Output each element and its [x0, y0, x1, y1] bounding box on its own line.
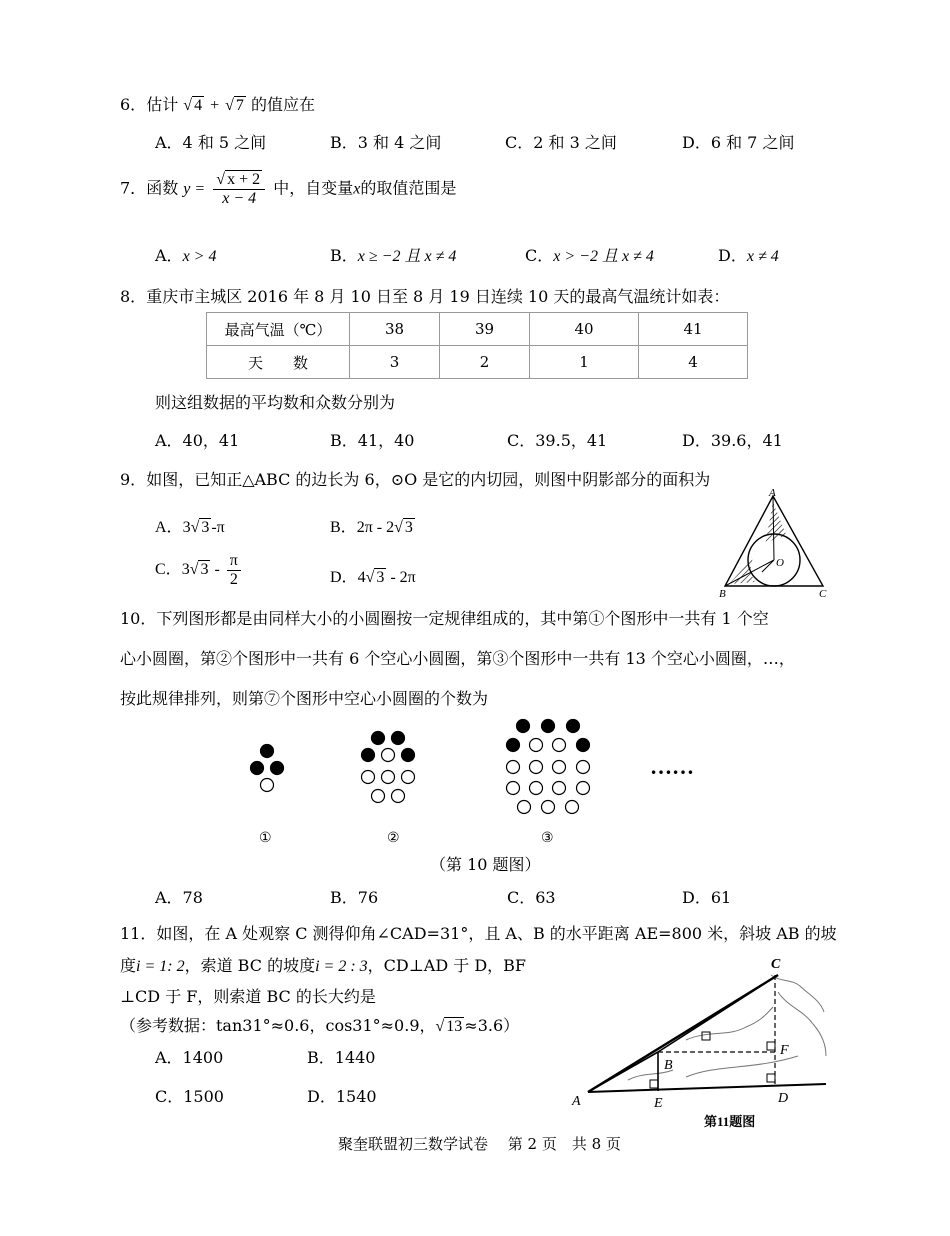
label-d: D: [778, 1091, 789, 1106]
q8-follow: 则这组数据的平均数和众数分别为: [155, 393, 396, 412]
q10-line3: 按此规律排列，则第⑦个图形中空心小圆圈的个数为: [120, 689, 489, 708]
q7-stem-post: 的取值范围是: [360, 178, 457, 198]
q11-option-d: D．1540: [307, 1087, 377, 1106]
q11-option-a: A．1400: [155, 1048, 224, 1067]
q6-stem-pre: 估计: [146, 95, 179, 114]
q9-number: 9．: [120, 470, 147, 489]
page-footer: 聚奎联盟初三数学试卷 第 2 页 共 8 页: [338, 1135, 621, 1153]
table-cell: 39: [440, 313, 530, 346]
figure-label-2: ②: [387, 831, 400, 846]
q6-stem: 6．估计 √ 4 + √ 7 的值应在: [120, 95, 315, 114]
q6-rad2: 7: [235, 97, 244, 114]
q10-line1: 10．下列图形都是由同样大小的小圆圈按一定规律组成的，其中第①个图形中一共有 1 个空: [120, 609, 769, 628]
label-c: C: [819, 588, 827, 600]
q7-option-b: B．x ≥ −2 且 x ≠ 4: [330, 246, 457, 265]
table-row: [207, 313, 748, 346]
q11-number: 11．: [120, 924, 157, 943]
q10-number: 10．: [120, 609, 157, 628]
q8-option-c: C．39.5，41: [507, 431, 608, 450]
q6-plus: +: [209, 97, 220, 114]
q6-number: 6．: [120, 95, 147, 114]
table-header-temp: 最高气温（℃）: [207, 313, 350, 346]
q6-rad1: 4: [194, 97, 203, 114]
q6-option-d: D．6 和 7 之间: [682, 133, 795, 152]
q8-number: 8．: [120, 287, 147, 306]
table-row: [207, 346, 748, 379]
q10-circle-pattern-figure: [230, 712, 730, 852]
table-cell: 40: [530, 313, 639, 346]
q8-option-b: B．41，40: [330, 431, 415, 450]
q10-option-d: D．61: [682, 888, 732, 907]
q9-triangle-figure: [715, 484, 835, 600]
q7-stem-pre: 函数: [146, 178, 179, 198]
table-cell: 4: [639, 346, 748, 379]
figure-3: [507, 720, 590, 814]
q8-stem: [120, 284, 729, 307]
q7-stem-mid: 中，自变量: [273, 178, 354, 198]
q7-option-d: D．x ≠ 4: [718, 246, 779, 265]
q8-option-a: A．40，41: [155, 431, 240, 450]
q9-stem-text: 如图，已知正△ABC 的边长为 6，⊙O 是它的内切园，则图中阴影部分的面积为: [146, 470, 711, 489]
table-cell: 2: [440, 346, 530, 379]
q7-numerator: x + 2: [227, 171, 261, 188]
label-b: B: [664, 1058, 673, 1073]
q7-fraction: $\frac{√ x + 2}{x - 4}$: [213, 170, 265, 208]
label-a: A: [769, 487, 776, 499]
q7-denominator: x − 4: [222, 190, 257, 207]
q9-stem: [120, 467, 710, 490]
label-c: C: [771, 957, 781, 972]
q6-option-a: A．4 和 5 之间: [155, 133, 267, 152]
q11-option-c: C．1500: [155, 1087, 224, 1106]
table-cell: 3: [350, 346, 440, 379]
q7-var: x: [353, 180, 361, 198]
q11-line3: ⊥CD 于 F，则索道 BC 的长大约是: [120, 987, 376, 1006]
q10-option-a: A．78: [155, 888, 203, 907]
q9-option-b: B．2π - 2√ 3: [330, 519, 413, 536]
q6-stem-post: 的值应在: [250, 95, 315, 114]
q7-y-eq: y =: [183, 180, 206, 198]
q10-option-b: B．76: [330, 888, 379, 907]
q9-option-c: C．3√ 3 - $\frac{\pi}{2}$: [155, 552, 244, 589]
figure-1: [251, 745, 284, 792]
q9-option-d: D．4√ 3 - 2π: [330, 569, 416, 586]
q8-temperature-table: [206, 312, 748, 379]
q9-option-a: A．3√ 3 -π: [155, 519, 225, 536]
q7-option-c: C．x > −2 且 x ≠ 4: [525, 246, 654, 265]
label-a: A: [572, 1094, 581, 1109]
figure-caption: 第11题图: [704, 1114, 756, 1129]
q8-stem-text: 重庆市主城区 2016 年 8 月 10 日至 8 月 19 日连续 10 天的最高气温统计如表：: [146, 287, 730, 306]
figure-2: [362, 732, 415, 803]
q11-ropeway-figure: [568, 952, 830, 1134]
ellipsis: ……: [650, 754, 694, 779]
q7-option-a: A．x > 4: [155, 246, 217, 265]
q7-stem: [120, 170, 456, 208]
q10-line2: 心小圆圈，第②个图形中一共有 6 个空心小圆圈，第③个图形中一共有 13 个空心小圆圈，…，: [120, 649, 795, 668]
q10-option-c: C．63: [507, 888, 556, 907]
shaded-region-upper: [765, 502, 787, 546]
label-f: F: [780, 1043, 789, 1058]
table-header-days: 天 数: [207, 346, 350, 379]
q11-line2: 度i = 1: 2，索道 BC 的坡度i = 2 : 3，CD⊥AD 于 D，BF: [120, 956, 527, 975]
q6-option-c: C．2 和 3 之间: [505, 133, 617, 152]
table-cell: 38: [350, 313, 440, 346]
q11-reference: （参考数据：tan31°≈0.6，cos31°≈0.9，√ 13 ≈3.6）: [120, 1016, 520, 1035]
label-e: E: [654, 1096, 663, 1111]
label-b: B: [719, 588, 726, 600]
table-cell: 1: [530, 346, 639, 379]
table-cell: 41: [639, 313, 748, 346]
q6-option-b: B．3 和 4 之间: [330, 133, 442, 152]
q7-number: 7．: [120, 178, 147, 198]
q11-option-b: B．1440: [307, 1048, 376, 1067]
q8-option-d: D．39.6，41: [682, 431, 783, 450]
q11-line1: 11．如图，在 A 处观察 C 测得仰角∠CAD=31°，且 A、B 的水平距离 AE=800 米，斜坡 AB 的坡: [120, 924, 837, 943]
q10-caption: （第 10 题图）: [430, 855, 541, 874]
label-o: O: [776, 557, 784, 569]
figure-label-3: ③: [541, 831, 554, 846]
figure-label-1: ①: [259, 831, 272, 846]
